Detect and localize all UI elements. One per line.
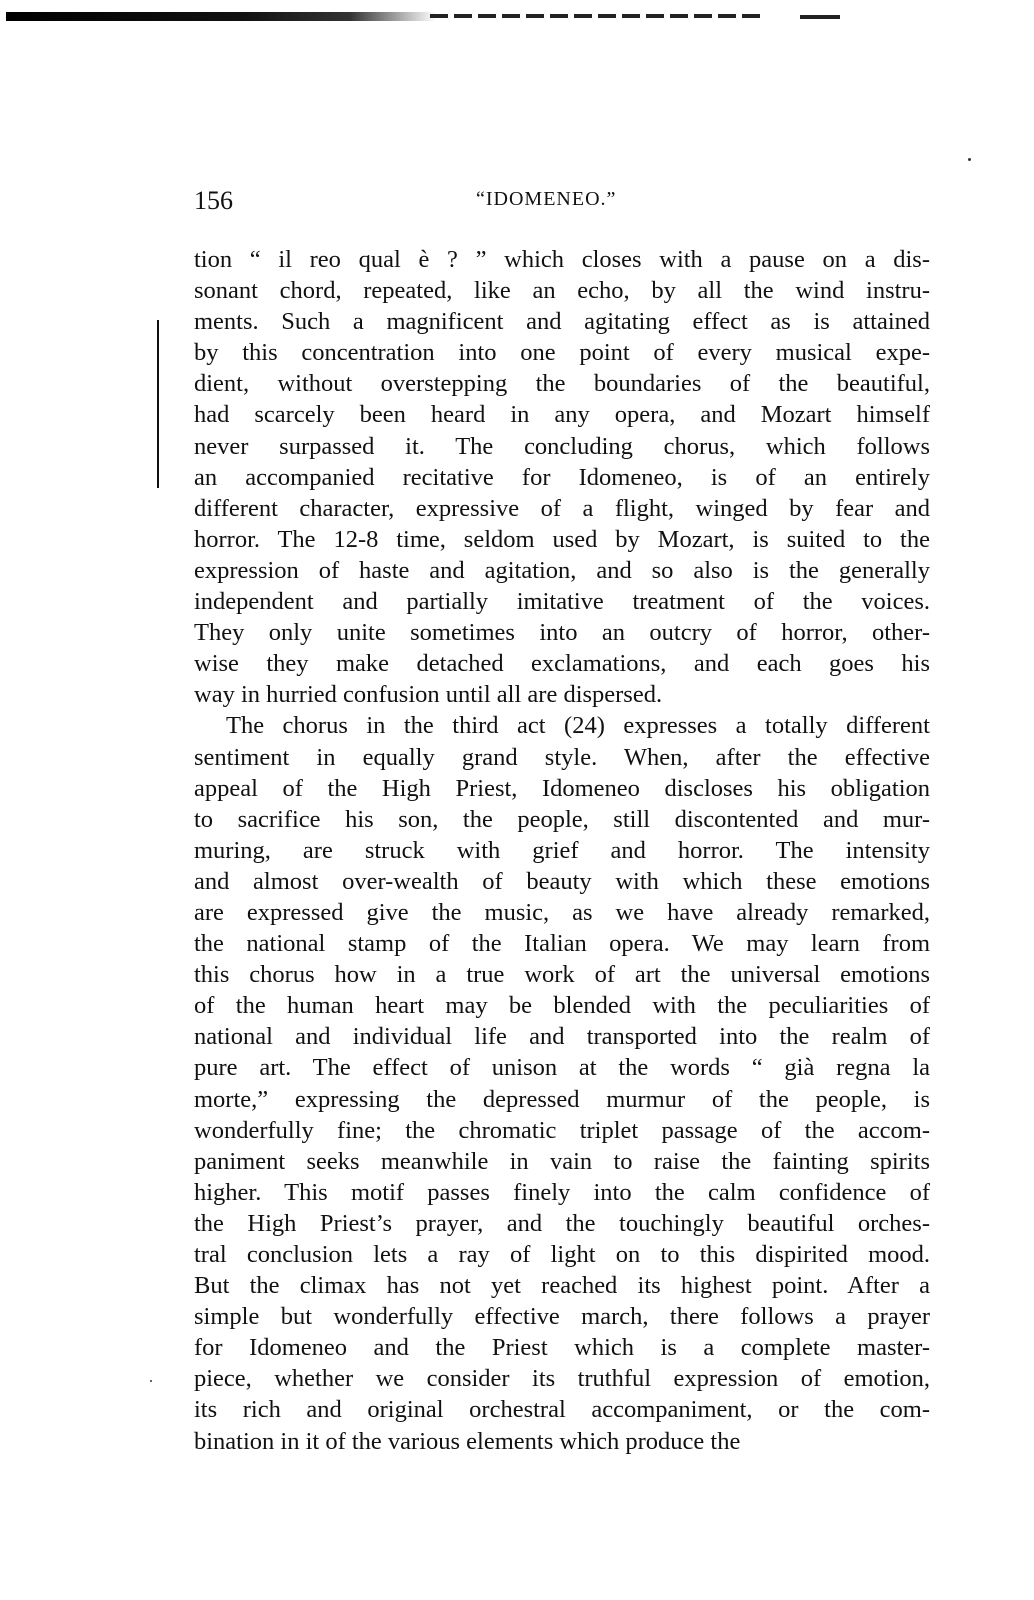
text-line: appeal of the High Priest, Idomeneo discloses his obligation [194,774,930,802]
text-line: never surpassed it. The concluding chorus, which follows [194,432,930,460]
text-line: the High Priest’s prayer, and the touchingly beautiful orches- [194,1209,930,1237]
text-line: The chorus in the third act (24) expresses a totally different [226,712,930,740]
text-line: pure art. The effect of unison at the words “ già regna la [194,1054,930,1082]
scan-edge-artifact [6,12,436,21]
text-line: paniment seeks meanwhile in vain to raise the fainting spirits [194,1147,930,1175]
text-line: wonderfully fine; the chromatic triplet passage of the accom- [194,1116,930,1144]
page-number: 156 [194,186,233,215]
text-line: tral conclusion lets a ray of light on to this dispirited mood. [194,1241,930,1268]
text-line: national and individual life and transported into the realm of [194,1023,930,1051]
text-line: morte,” expressing the depressed murmur of the people, is [194,1085,930,1113]
text-line: sonant chord, repeated, like an echo, by all the wind instru- [194,277,930,305]
text-line: for Idomeneo and the Priest which is a complete master- [194,1334,930,1362]
text-line: this chorus how in a true work of art the universal emotions [194,961,930,989]
text-line: They only unite sometimes into an outcry of horror, other- [194,619,930,647]
text-line: way in hurried confusion until all are dispersed. [194,681,663,709]
text-line: ments. Such a magnificent and agitating effect as is attained [194,308,930,336]
text-line: wise they make detached exclamations, and each goes his [194,650,930,678]
page-header [194,186,934,216]
text-line: bination in it of the various elements which produce the [194,1427,741,1455]
text-line: piece, whether we consider its truthful expression of emotion, [194,1365,930,1393]
scan-edge-artifact [430,14,760,18]
text-line: higher. This motif passes finely into the calm confidence of [194,1178,930,1206]
text-line: different character, expressive of a flight, winged by fear and [194,494,930,522]
margin-line-mark [157,320,159,488]
text-line: by this concentration into one point of every musical expe- [194,339,930,367]
text-line: its rich and original orchestral accompaniment, or the com- [194,1396,930,1424]
text-line: an accompanied recitative for Idomeneo, is of an entirely [194,463,930,491]
running-title: “IDOMENEO.” [476,188,617,210]
text-line: had scarcely been heard in any opera, and Mozart himself [194,401,930,429]
text-line: muring, are struck with grief and horror. The intensity [194,836,930,864]
paragraph [194,244,930,710]
text-line: to sacrifice his son, the people, still discontented and mur- [194,805,930,833]
scan-speck [150,1380,152,1382]
scan-edge-artifact [800,15,840,19]
body-text [194,244,930,1457]
text-line: dient, without overstepping the boundaries of the beautiful, [194,370,930,398]
text-line: the national stamp of the Italian opera. We may learn from [194,930,930,958]
text-line: sentiment in equally grand style. When, after the effective [194,743,930,771]
text-line: tion “ il reo qual è ? ” which closes with a pause on a dis- [194,246,930,273]
text-line: simple but wonderfully effective march, there follows a prayer [194,1303,930,1331]
paragraph [194,710,930,1456]
scan-speck [968,158,971,161]
text-line: But the climax has not yet reached its highest point. After a [194,1272,930,1300]
text-line: horror. The 12-8 time, seldom used by Mozart, is suited to the [194,525,930,553]
text-line: expression of haste and agitation, and so also is the generally [194,556,930,584]
text-line: are expressed give the music, as we have already remarked, [194,898,930,926]
text-line: of the human heart may be blended with the peculiarities of [194,992,930,1020]
text-line: and almost over-wealth of beauty with which these emotions [194,867,930,895]
text-line: independent and partially imitative treatment of the voices. [194,588,930,616]
